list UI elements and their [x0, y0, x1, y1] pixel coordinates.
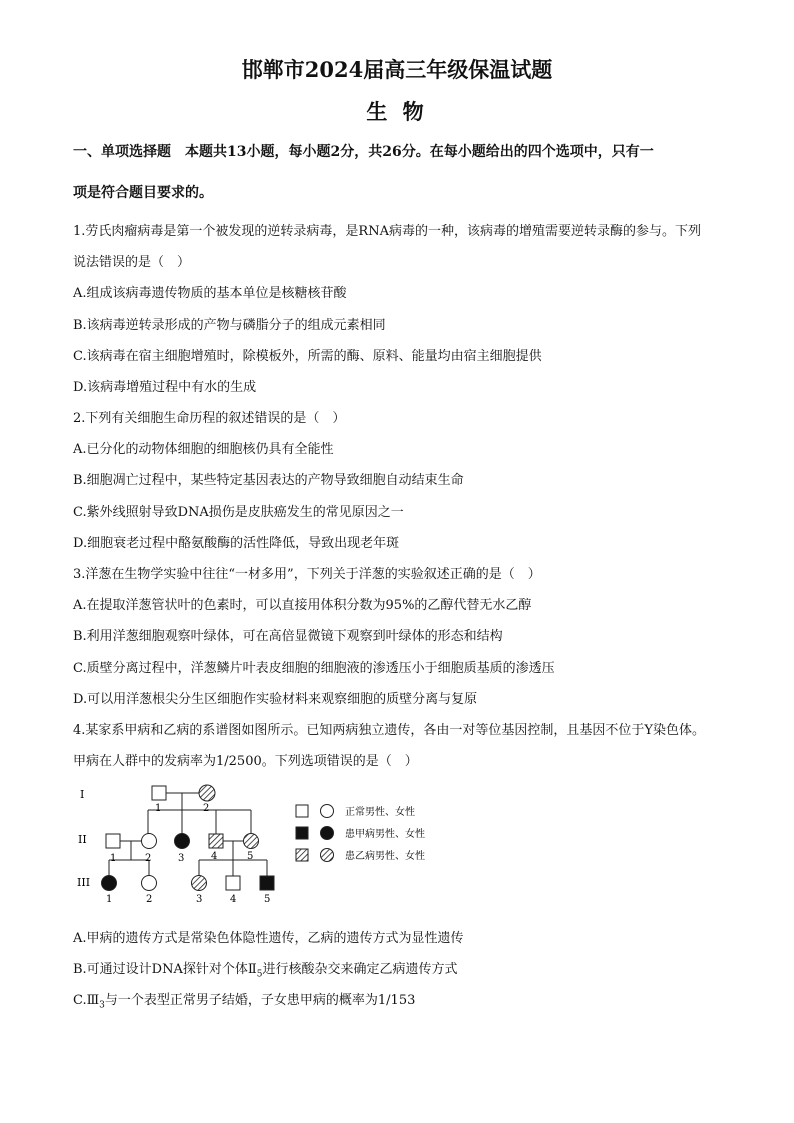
gen2-male-1 — [106, 834, 120, 848]
legend-disease-a: 患甲病男性、女性 — [345, 829, 425, 840]
gen3-num-3: 3 — [196, 894, 203, 905]
q3-option-a: A.在提取洋葱管状叶的色素时，可以直接用体积分数为95%的乙醇代替无水乙醇 — [73, 598, 532, 613]
gen3-female-3 — [192, 876, 207, 891]
q2-option-a: A.已分化的动物体细胞的细胞核仍具有全能性 — [73, 442, 334, 457]
gen2-num-4: 4 — [211, 851, 218, 862]
q2-option-d: D.细胞衰老过程中酪氨酸酶的活性降低，导致出现老年斑 — [73, 536, 400, 551]
gen2-male-4 — [209, 834, 223, 848]
q1-stem-line2: 说法错误的是（ ） — [73, 255, 191, 270]
exam-title: 邯郸市2024届高三年级保温试题 — [241, 57, 553, 82]
gen2-female-3 — [175, 834, 190, 849]
gen2-num-2: 2 — [145, 853, 152, 864]
gen3-female-2 — [142, 876, 157, 891]
section-heading-line2: 项是符合题目要求的。 — [73, 185, 213, 201]
q4-option-c: $C.Ⅲ_3$与一个表型正常男子结婚，子女患甲病的概率为1/153 — [73, 993, 416, 1011]
subject-title: 生 物 — [366, 99, 428, 124]
gen3-male-4 — [226, 876, 240, 890]
gen3-num-1: 1 — [106, 894, 113, 905]
q4-stem-line1: 4.某家系甲病和乙病的系谱图如图所示。已知两病独立遗传，各由一对等位基因控制，且基因不位于Y染色体。 — [73, 723, 705, 738]
pedigree-chart — [70, 780, 490, 910]
gen3-male-5 — [260, 876, 274, 890]
q3-stem: 3.洋葱在生物学实验中往往“一材多用”，下列关于洋葱的实验叙述正确的是（ ） — [73, 567, 541, 582]
q4-stem-line2: 甲病在人群中的发病率为1/2500。下列选项错误的是（ ） — [73, 754, 418, 769]
gen3-female-1 — [102, 876, 117, 891]
q1-option-a: A.组成该病毒遗传物质的基本单位是核糖核苷酸 — [73, 286, 347, 301]
q4-option-b: B.可通过设计DNA探针对个体$Ⅱ_5$进行核酸杂交来确定乙病遗传方式 — [73, 962, 458, 980]
q4-option-a: A.甲病的遗传方式是常染色体隐性遗传，乙病的遗传方式为显性遗传 — [73, 931, 464, 946]
q3-option-d: D.可以用洋葱根尖分生区细胞作实验材料来观察细胞的质壁分离与复原 — [73, 692, 478, 707]
q3-option-c: C.质壁分离过程中，洋葱鳞片叶表皮细胞的细胞液的渗透压小于细胞质基质的渗透压 — [73, 661, 555, 676]
legend-normal: 正常男性、女性 — [345, 807, 415, 818]
q2-option-b: B.细胞凋亡过程中，某些特定基因表达的产物导致细胞自动结束生命 — [73, 473, 464, 488]
q2-stem: 2.下列有关细胞生命历程的叙述错误的是（ ） — [73, 411, 346, 426]
gen3-num-4: 4 — [230, 894, 237, 905]
gen2-num-5: 5 — [247, 851, 254, 862]
pedigree-legend — [296, 805, 425, 863]
q2-option-c: C.紫外线照射导致DNA损伤是皮肤癌发生的常见原因之一 — [73, 505, 404, 520]
gen3-num-5: 5 — [264, 894, 271, 905]
gen1-num-2: 2 — [203, 803, 210, 814]
gen2-female-2 — [142, 834, 157, 849]
gen2-female-5 — [244, 834, 259, 849]
gen2-num-1: 1 — [110, 853, 117, 864]
q1-option-b: B.该病毒逆转录形成的产物与磷脂分子的组成元素相同 — [73, 318, 386, 333]
gen1-male-1 — [152, 786, 166, 800]
q3-option-b: B.利用洋葱细胞观察叶绿体，可在高倍显微镜下观察到叶绿体的形态和结构 — [73, 629, 503, 644]
legend-disease-b: 患乙病男性、女性 — [345, 851, 425, 862]
gen1-num-1: 1 — [155, 803, 162, 814]
q1-option-d: D.该病毒增殖过程中有水的生成 — [73, 380, 257, 395]
gen1-female-2 — [199, 785, 215, 801]
gen-label-2: II — [78, 833, 87, 846]
gen-label-3: III — [77, 876, 91, 889]
q1-stem-line1: 1.劳氏肉瘤病毒是第一个被发现的逆转录病毒，是RNA病毒的一种，该病毒的增殖需要逆转录酶的参与。下列 — [73, 224, 701, 239]
section-heading-line1: 一、单项选择题 本题共13小题，每小题2分，共26分。在每小题给出的四个选项中，只有一 — [73, 144, 654, 160]
gen-label-1: I — [80, 788, 85, 801]
pedigree-lines — [109, 793, 267, 876]
gen3-num-2: 2 — [146, 894, 153, 905]
gen2-num-3: 3 — [178, 853, 185, 864]
q1-option-c: C.该病毒在宿主细胞增殖时，除模板外，所需的酶、原料、能量均由宿主细胞提供 — [73, 349, 542, 364]
